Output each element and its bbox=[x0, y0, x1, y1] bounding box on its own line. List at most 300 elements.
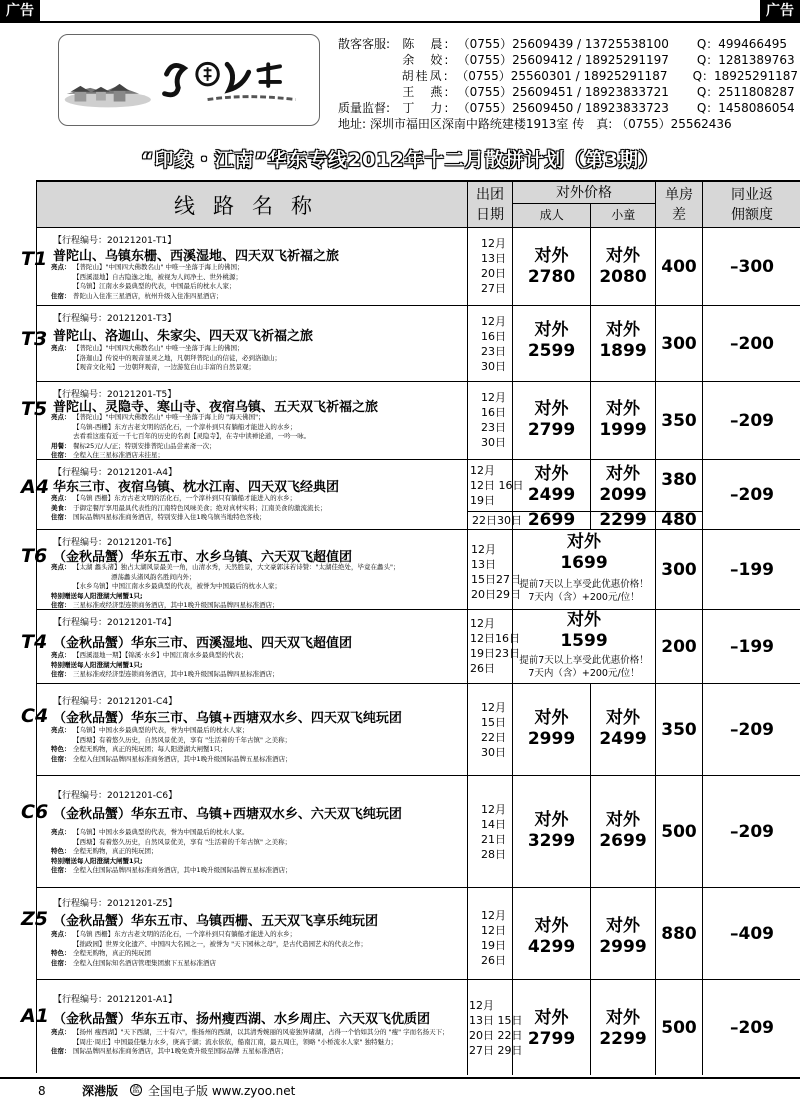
departure-dates bbox=[467, 530, 521, 609]
single-supplement: 350 bbox=[655, 684, 702, 775]
detail-text: 去看看这座有近一千七百年的历史的名刹【灵隐寺】，在寺中读禅论道，一吟一咏。 bbox=[73, 432, 311, 440]
detail-label: 亮点： bbox=[51, 930, 71, 938]
price-value: 3299 bbox=[527, 831, 576, 851]
route-code: T4 bbox=[21, 631, 48, 653]
detail-label: 住宿： bbox=[51, 451, 71, 459]
single-supplement: 300 bbox=[655, 306, 702, 381]
price-note: 提前7天以上享受此优惠价格！ bbox=[519, 579, 649, 590]
route-info bbox=[21, 382, 467, 459]
child-price bbox=[590, 382, 655, 459]
date-line: 16日 bbox=[481, 406, 506, 419]
detail-text: 【普陀山】"中国四大佛教名山" 中唯一坐落于海上的 "海天佛国"； bbox=[73, 413, 265, 421]
logo-ink-painting-icon bbox=[59, 35, 319, 125]
price-value: 2780 bbox=[527, 267, 576, 287]
rebate-amount: –209 bbox=[702, 776, 800, 887]
child-price-block bbox=[591, 708, 655, 750]
table-header bbox=[37, 182, 800, 228]
date-line: 12日 bbox=[481, 924, 506, 937]
route-details bbox=[51, 494, 327, 523]
price-label: 对外 bbox=[534, 464, 569, 484]
contact-name: 余 姣: bbox=[402, 53, 451, 67]
route-name: 华东三市、夜宿乌镇、枕水江南、四天双飞经典团 bbox=[53, 480, 340, 495]
date-list bbox=[481, 802, 506, 862]
header-single bbox=[655, 182, 702, 228]
date-line: 14日 bbox=[481, 818, 506, 831]
row-divider bbox=[468, 511, 512, 512]
price-note: 提前7天以上享受此优惠价格！ bbox=[519, 655, 649, 666]
rebate-amount: –209 bbox=[702, 684, 800, 775]
route-name: （金秋品蟹）华东三市、西溪湿地、四天双飞超值团 bbox=[53, 636, 353, 651]
detail-label: 住宿： bbox=[51, 958, 71, 967]
route-info bbox=[21, 610, 467, 683]
detail-text: 【西塘】有着悠久历史，自然风景优美，享有 "生活着的千年古镇" 之美称； bbox=[73, 735, 292, 744]
edition-label: 深港版 bbox=[82, 1084, 119, 1098]
route-table bbox=[21, 180, 800, 1073]
date-line: 20日 bbox=[481, 267, 506, 280]
price-label: 对外 bbox=[606, 464, 640, 484]
child-price bbox=[590, 888, 655, 979]
contact-row bbox=[338, 68, 798, 84]
detail-label: 住宿： bbox=[51, 866, 71, 874]
merged-price bbox=[512, 530, 655, 609]
detail-text: 全程入住国际品牌四星标准商务酒店，其中1晚升级国际品牌五星标准酒店； bbox=[73, 754, 292, 763]
price-label: 对外 bbox=[606, 246, 640, 266]
date-line: 15日27日 bbox=[471, 573, 521, 586]
date-line: 16日 bbox=[481, 330, 506, 343]
departure-dates bbox=[467, 776, 512, 887]
detail-text: 【洛迦山】传说中的观音显灵之地，凡朝拜普陀山的信徒，必到洛迦山； bbox=[73, 353, 281, 362]
date-line: 23日 bbox=[481, 345, 506, 358]
detail-line bbox=[51, 940, 367, 950]
price-value: 2499 bbox=[527, 485, 576, 505]
departure-dates bbox=[467, 306, 512, 381]
route-code: T5 bbox=[21, 398, 48, 420]
route-details bbox=[51, 413, 310, 461]
detail-text: 【乌镇-西栅】东方古老文明的活化石，一个淳朴到只有躺船才能进入的水乡； bbox=[73, 422, 297, 431]
detail-label: 特色： bbox=[51, 847, 71, 855]
route-details bbox=[51, 563, 400, 611]
price-value: 4299 bbox=[527, 937, 576, 957]
detail-text: 全程无购物，真正的纯玩团 bbox=[73, 949, 151, 957]
date-line: 12月 bbox=[481, 237, 506, 250]
detail-label: 亮点： bbox=[51, 413, 71, 421]
departure-dates bbox=[467, 460, 524, 529]
detail-line bbox=[51, 363, 281, 373]
date-line: 12月 bbox=[481, 391, 506, 404]
detail-text: 【拙政园】世界文化遗产、中国四大名园之一，被誉为 "天下园林之母"，是古代造园艺术的代表之作； bbox=[73, 939, 368, 948]
header-single-line1: 单房 bbox=[665, 187, 693, 203]
detail-text: 全程入住三星标准酒店未挂星； bbox=[73, 451, 164, 459]
adult-price bbox=[512, 228, 590, 305]
date-line: 12日 16日 bbox=[470, 479, 524, 492]
contact-qq: Q：1281389763 bbox=[696, 53, 795, 67]
price-value: 2499 bbox=[599, 729, 647, 749]
detail-text: 【乌镇 西栅】东方古老文明的活化石，一个淳朴到只有躺船才能进入的水乡； bbox=[73, 494, 297, 502]
route-row bbox=[21, 610, 800, 684]
date-line: 13日 bbox=[471, 558, 496, 571]
header-date-line1: 出团 bbox=[476, 187, 504, 203]
detail-line bbox=[51, 573, 400, 583]
date-line: 30日 bbox=[481, 360, 506, 373]
detail-text: 【乌镇】中国水乡最典型的代表，誉为中国最后的枕水人家； bbox=[73, 726, 249, 734]
date-list bbox=[481, 390, 506, 450]
contact-label bbox=[338, 84, 402, 100]
price-label: 对外 bbox=[606, 708, 640, 728]
header-single-line2: 差 bbox=[672, 207, 686, 223]
detail-line bbox=[51, 959, 367, 969]
detail-text: 餐标25元/人/正；特别安排普陀山品尝素斋一次； bbox=[73, 441, 216, 450]
departure-dates bbox=[467, 684, 512, 775]
contact-row bbox=[338, 100, 798, 116]
detail-line bbox=[51, 745, 292, 755]
detail-line bbox=[51, 432, 310, 442]
price-label: 对外 bbox=[534, 1008, 569, 1028]
price-label: 对外 bbox=[567, 532, 601, 552]
route-name: （金秋品蟹）华东五市、乌镇西栅、五天双飞享乐纯玩团 bbox=[53, 914, 379, 929]
contact-phone: （0755）25609451 / 18923833721 bbox=[457, 85, 669, 99]
route-code: A4 bbox=[21, 476, 49, 498]
detail-label: 住宿： bbox=[51, 1047, 71, 1055]
route-details bbox=[51, 651, 279, 680]
price-value: 2699 bbox=[599, 831, 647, 851]
route-number: 【行程编号：20121201-A1】 bbox=[53, 995, 177, 1005]
child-price bbox=[590, 228, 655, 305]
route-number: 【行程编号：20121201-C6】 bbox=[53, 791, 178, 801]
rebate-amount: –209 bbox=[702, 460, 800, 529]
route-row bbox=[21, 306, 800, 382]
price-value: 2799 bbox=[527, 1029, 576, 1049]
detail-text: 【普陀山】"中国四大佛教名山" 中唯一坐落于海上的佛国； bbox=[73, 344, 244, 352]
single-supplement: 300 bbox=[655, 530, 702, 609]
contact-row bbox=[338, 84, 798, 100]
detail-text: 【西溪湿地一期】【锦溪·水乡】中国江南水乡最典型的代表； bbox=[73, 651, 248, 659]
route-code: A1 bbox=[21, 1005, 49, 1027]
date-line: 15日 bbox=[481, 716, 506, 729]
date-line: 12月 bbox=[481, 909, 506, 922]
route-row bbox=[21, 530, 800, 610]
detail-line bbox=[51, 292, 244, 302]
detail-line bbox=[51, 1047, 449, 1057]
single-supplement: 500 bbox=[655, 980, 702, 1075]
route-name: （金秋品蟹）华东五市、乌镇+西塘双水乡、六天双飞纯玩团 bbox=[53, 807, 402, 822]
route-name: 普陀山、洛迦山、朱家尖、四天双飞祈福之旅 bbox=[53, 329, 314, 344]
detail-line bbox=[51, 282, 244, 292]
detail-label: 用餐： bbox=[51, 441, 71, 450]
rebate-amount: –200 bbox=[702, 306, 800, 381]
price-label: 对外 bbox=[606, 320, 640, 340]
price-label: 对外 bbox=[534, 320, 569, 340]
detail-line bbox=[51, 866, 292, 876]
detail-label: 亮点： bbox=[51, 1028, 71, 1036]
detail-label: 住宿： bbox=[51, 513, 71, 521]
price-label: 对外 bbox=[534, 916, 569, 936]
detail-label: 特色： bbox=[51, 949, 71, 957]
adult-price bbox=[512, 980, 590, 1075]
child-price-block bbox=[591, 246, 655, 288]
detail-text: 漂荡蠡头渚风韵名胜间内外； bbox=[111, 572, 196, 581]
route-number: 【行程编号：20121201-T3】 bbox=[53, 314, 177, 324]
rebate-amount: –409 bbox=[702, 888, 800, 979]
date-list bbox=[481, 236, 506, 296]
detail-line bbox=[51, 504, 327, 514]
detail-label: 特色： bbox=[51, 745, 71, 753]
date-line: 12月 bbox=[471, 543, 496, 556]
header-price-title: 对外价格 bbox=[513, 182, 655, 204]
detail-line: 特别赠送每人阳澄湖大闸蟹1只; bbox=[51, 660, 143, 669]
detail-line bbox=[51, 1028, 449, 1038]
adult-price-block bbox=[513, 320, 590, 362]
detail-text: 【乌镇】中国水乡最典型的代表，誉为中国最后的枕水人家。 bbox=[73, 828, 249, 836]
contact-name: 丁 力: bbox=[402, 101, 451, 115]
rebate-amount: –209 bbox=[702, 382, 800, 459]
contact-label bbox=[338, 52, 402, 68]
detail-label: 亮点： bbox=[51, 344, 71, 352]
departure-dates bbox=[467, 228, 512, 305]
date-line: 20日 22日 bbox=[469, 1029, 523, 1042]
page-number: 8 bbox=[38, 1084, 46, 1098]
price-label: 对外 bbox=[606, 916, 640, 936]
single-value: 380 bbox=[661, 470, 697, 490]
detail-line bbox=[51, 726, 292, 736]
date-line: 12月 bbox=[470, 464, 495, 477]
detail-line bbox=[51, 828, 292, 838]
route-info bbox=[21, 306, 467, 381]
date-line: 12月 bbox=[470, 617, 495, 630]
detail-label: 住宿： bbox=[51, 291, 71, 300]
route-info bbox=[21, 888, 467, 979]
child-price-block bbox=[591, 810, 655, 852]
single-supplement: 500 bbox=[655, 776, 702, 887]
route-code: C4 bbox=[21, 705, 49, 727]
route-row bbox=[21, 888, 800, 980]
route-info bbox=[21, 530, 467, 609]
child-price-block bbox=[591, 464, 655, 506]
route-number: 【行程编号：20121201-T1】 bbox=[53, 236, 177, 246]
detail-text: 三星标准或经济型连锁商务酒店，其中1晚升级国际品牌四星标准酒店； bbox=[73, 670, 279, 678]
child-price-2: 2299 bbox=[599, 510, 647, 530]
contact-label bbox=[338, 68, 402, 84]
route-name: 普陀山、乌镇东栅、西溪湿地、四天双飞祈福之旅 bbox=[53, 249, 340, 264]
single-supplement: 880 bbox=[655, 888, 702, 979]
route-info bbox=[21, 980, 467, 1075]
detail-line: 特别赠送每人阳澄湖大闸蟹1只; bbox=[51, 591, 143, 600]
route-code: T1 bbox=[21, 248, 48, 270]
detail-label: 亮点： bbox=[51, 563, 71, 571]
detail-text: 【观音文化苑】一边朝拜观音，一边游览白山丰富的自然景观； bbox=[73, 363, 255, 371]
date-line: 12月 bbox=[481, 701, 506, 714]
detail-label: 亮点： bbox=[51, 494, 71, 502]
contact-phone: （0755）25609439 / 13725538100 bbox=[457, 37, 669, 51]
route-row bbox=[21, 684, 800, 776]
detail-line bbox=[51, 263, 244, 273]
contact-qq: Q：1458086054 bbox=[696, 101, 795, 115]
rebate-amount: –300 bbox=[702, 228, 800, 305]
route-details bbox=[51, 1028, 449, 1057]
header-rebate-line2: 佣额度 bbox=[731, 207, 773, 223]
price-value: 1699 bbox=[560, 553, 608, 573]
detail-line bbox=[51, 838, 292, 848]
contact-row bbox=[338, 52, 798, 68]
price-label: 对外 bbox=[606, 1008, 640, 1028]
route-details bbox=[51, 263, 244, 301]
header-date bbox=[467, 182, 512, 228]
route-row bbox=[21, 980, 800, 1075]
detail-text: 【扬州 瘦西湖】"天下西湖，三十有六"，惟扬州的西湖，以其清秀婉丽的风姿独异诸湖，占得一个恰如其分的 "瘦" 字而名扬天下； bbox=[73, 1028, 449, 1036]
date-line: 12月 bbox=[481, 315, 506, 328]
date-line: 26日 bbox=[470, 662, 495, 675]
detail-text: 【西溪湿地】自古隐逸之地，被视为人间净土、世外桃源； bbox=[73, 272, 242, 281]
child-price bbox=[590, 306, 655, 381]
detail-line bbox=[51, 949, 367, 959]
detail-text: 【周庄·周庄】中国最佳魅力水乡，庚高于湖；流水依依，船南江南，最五周庄，领略 "小桥流水人家" 独特魅力； bbox=[73, 1037, 398, 1046]
detail-text: 【普陀山】"中国四大佛教名山" 中唯一坐落于海上的佛国； bbox=[73, 263, 244, 271]
route-name: （金秋品蟹）华东五市、水乡乌镇、六天双飞超值团 bbox=[53, 550, 353, 565]
price-label: 对外 bbox=[534, 810, 569, 830]
detail-label: 住宿： bbox=[51, 601, 71, 609]
detail-line: 特别赠送每人阳澄湖大闸蟹1只; bbox=[51, 856, 143, 865]
date-line: 19日 bbox=[481, 939, 506, 952]
top-rule bbox=[0, 21, 800, 23]
price-label: 对外 bbox=[534, 399, 569, 419]
detail-line bbox=[51, 354, 281, 364]
child-price-block bbox=[591, 320, 655, 362]
date-line: 20日29日 bbox=[471, 588, 521, 601]
contact-qq: Q：499466495 bbox=[696, 37, 787, 51]
detail-text: 国际品牌四星标准商务酒店，特别安排入住1晚乌镇当地特色客栈； bbox=[73, 513, 266, 521]
adult-price-block bbox=[513, 708, 590, 750]
price-value: 2080 bbox=[599, 267, 647, 287]
site-link[interactable]: 全国电子版 www.zyoo.net bbox=[148, 1084, 296, 1098]
date-line: 28日 bbox=[481, 848, 506, 861]
route-info bbox=[21, 776, 467, 887]
price-value: 2299 bbox=[599, 1029, 647, 1049]
contact-phone: （0755）25609412 / 18925291197 bbox=[457, 53, 669, 67]
detail-line bbox=[51, 563, 400, 573]
adult-price bbox=[512, 306, 590, 381]
page-footer bbox=[0, 1077, 800, 1100]
detail-text: 全程无购物，真正的纯玩团；每人阳澄湖大闸蟹1只； bbox=[73, 745, 227, 753]
detail-label: 美食： bbox=[51, 503, 71, 512]
date-list bbox=[481, 314, 506, 374]
route-details bbox=[51, 828, 292, 876]
date-line: 22日30日 bbox=[472, 514, 522, 527]
rebate-amount: –199 bbox=[702, 530, 800, 609]
route-row bbox=[21, 460, 800, 530]
date-line: 19日 bbox=[470, 494, 495, 507]
plan-title bbox=[0, 145, 800, 173]
detail-line bbox=[51, 273, 244, 283]
header-price bbox=[512, 182, 655, 228]
detail-text: 于御定餐厅享用最具代表性的江南特色风味美食；绝对真材实料；江南美食的激流流长； bbox=[73, 503, 327, 512]
adult-price-2: 2699 bbox=[527, 510, 576, 530]
contact-label: 散客客服: bbox=[338, 37, 391, 51]
route-code: C6 bbox=[21, 801, 49, 823]
header-rebate bbox=[702, 182, 800, 228]
detail-line bbox=[51, 423, 310, 433]
detail-text: 【乌镇】江南水乡最典型的代表，中国最后的枕水人家； bbox=[73, 282, 236, 290]
detail-line bbox=[51, 344, 281, 354]
price-value: 2799 bbox=[527, 420, 576, 440]
adult-price-block bbox=[513, 399, 590, 441]
contact-name: 陈 晨: bbox=[402, 37, 451, 51]
price-note: 7天内（含）+200元/位！ bbox=[528, 592, 640, 603]
child-price bbox=[590, 460, 655, 529]
route-number: 【行程编号：20121201-T5】 bbox=[53, 390, 177, 400]
date-line: 30日 bbox=[481, 746, 506, 759]
price-label: 对外 bbox=[606, 399, 640, 419]
date-list bbox=[481, 908, 506, 968]
detail-text: 【西塘】有着悠久历史，自然风景优美，享有 "生活着的千年古镇" 之美称； bbox=[73, 837, 292, 846]
detail-label: 亮点： bbox=[51, 263, 71, 271]
route-code: Z5 bbox=[21, 908, 48, 930]
detail-text: 【水乡乌镇】中国江南水乡最典型的代表，被誉为中国最后的枕水人家； bbox=[73, 582, 281, 590]
detail-text: 【乌镇 西栅】东方古老文明的活化石，一个淳朴到只有躺船才能进入的水乡； bbox=[73, 930, 297, 938]
brand-logo bbox=[58, 34, 320, 126]
date-line: 13日 bbox=[481, 252, 506, 265]
single-supplement: 350 bbox=[655, 382, 702, 459]
route-name: 普陀山、灵隐寺、寒山寺、夜宿乌镇、五天双飞祈福之旅 bbox=[53, 400, 379, 415]
date-line: 30日 bbox=[481, 436, 506, 449]
route-details bbox=[51, 930, 367, 968]
detail-line bbox=[51, 513, 327, 523]
route-code: T3 bbox=[21, 328, 48, 350]
detail-line bbox=[51, 651, 279, 661]
price-value: 2099 bbox=[599, 485, 647, 505]
price-label: 对外 bbox=[534, 246, 569, 266]
route-number: 【行程编号：20121201-A4】 bbox=[53, 468, 177, 478]
detail-line bbox=[51, 755, 292, 765]
route-details bbox=[51, 344, 281, 373]
adult-price bbox=[512, 382, 590, 459]
header-rebate-line1: 同业返 bbox=[731, 187, 773, 203]
contact-phone: （0755）25609450 / 18923833723 bbox=[457, 101, 669, 115]
detail-line bbox=[51, 494, 327, 504]
adult-price bbox=[512, 460, 590, 529]
child-price bbox=[590, 980, 655, 1075]
contact-label: 质量监督: bbox=[338, 101, 391, 115]
route-row bbox=[21, 382, 800, 460]
price-value: 2599 bbox=[527, 341, 576, 361]
price-label: 对外 bbox=[534, 708, 569, 728]
detail-line bbox=[51, 847, 292, 857]
route-number: 【行程编号：20121201-C4】 bbox=[53, 697, 178, 707]
ad-label-left: 广告 bbox=[0, 0, 40, 22]
detail-text: 国际品牌四星标准商务酒店，其中1晚免费升级至国际品牌 五星标准酒店； bbox=[73, 1047, 288, 1055]
child-price-block bbox=[591, 916, 655, 958]
child-price bbox=[590, 776, 655, 887]
detail-text: 全程无购物，真正的纯玩团； bbox=[73, 847, 158, 855]
child-price bbox=[590, 684, 655, 775]
merged-price-block bbox=[513, 532, 655, 574]
detail-text: 普陀山入住准三星酒店，杭州升级入住准四星酒店； bbox=[73, 291, 223, 300]
edition-badge: 蓝 bbox=[132, 1085, 140, 1094]
detail-label: 住宿： bbox=[51, 754, 71, 763]
contact-list bbox=[338, 36, 798, 132]
detail-line bbox=[51, 442, 310, 452]
adult-price bbox=[512, 776, 590, 887]
detail-line bbox=[51, 1038, 449, 1048]
single-supplement bbox=[655, 460, 702, 529]
adult-price-block bbox=[513, 464, 590, 506]
route-code: T6 bbox=[21, 545, 48, 567]
price-value: 1599 bbox=[560, 631, 608, 651]
date-line: 13日 15日 bbox=[469, 1014, 523, 1027]
header-child: 小童 bbox=[590, 204, 655, 227]
departure-dates bbox=[467, 980, 523, 1075]
header-adult: 成人 bbox=[539, 208, 564, 222]
detail-line bbox=[51, 413, 310, 423]
single-supplement: 200 bbox=[655, 610, 702, 683]
